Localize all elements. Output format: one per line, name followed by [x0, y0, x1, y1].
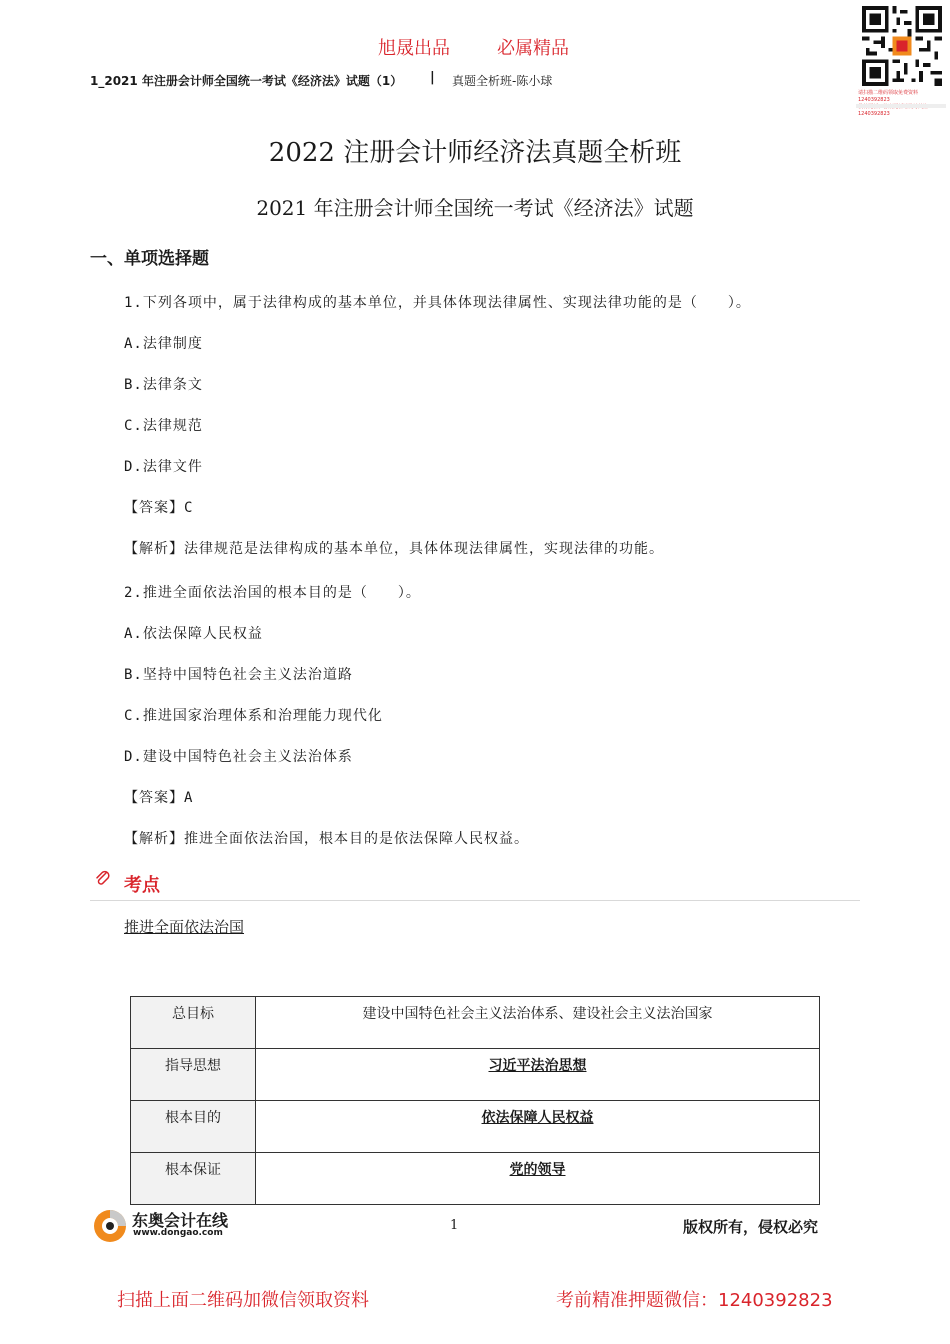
logo-url[interactable]: www.dongao.com	[133, 1228, 223, 1238]
q2-analysis: 【解析】推进全面依法治国，根本目的是依法保障人民权益。	[124, 831, 529, 847]
q1-answer: 【答案】C	[124, 500, 194, 516]
logo-name: 东奥会计在线	[132, 1211, 229, 1230]
q1-option-a: A.法律制度	[124, 336, 203, 352]
page-number: 1	[450, 1218, 459, 1233]
header-course: 真题全析班-陈小球	[452, 74, 553, 88]
summary-table	[130, 996, 820, 1205]
q1-stem: 1.下列各项中，属于法律构成的基本单位，并具体体现法律属性、实现法律功能的是（ ）。	[124, 295, 751, 311]
promo-left: 扫描上面二维码加微信领取资料	[117, 1290, 369, 1311]
qr-code-icon[interactable]	[862, 6, 942, 86]
table-value: 建设中国特色社会主义法治体系、建设社会主义法治国家	[256, 997, 820, 1049]
q2-answer: 【答案】A	[124, 790, 194, 806]
kaodian-label: 考点	[124, 875, 160, 896]
page-title: 2022 注册会计师经济法真题全析班	[268, 138, 682, 168]
paperclip-icon	[94, 870, 112, 888]
copyright-notice: 版权所有，侵权必究	[683, 1218, 819, 1236]
header-doc-title: 1_2021 年注册会计师全国统一考试《经济法》试题（1）	[90, 74, 403, 88]
q1-analysis: 【解析】法律规范是法律构成的基本单位，具体体现法律属性，实现法律的功能。	[124, 541, 664, 557]
q2-option-a: A.依法保障人民权益	[124, 626, 263, 642]
promo-right: 考前精准押题微信：1240392823	[556, 1290, 833, 1311]
q2-option-d: D.建设中国特色社会主义法治体系	[124, 749, 353, 765]
header-separator: |	[430, 70, 435, 85]
q1-option-c: C.法律规范	[124, 418, 203, 434]
qr-note-line2: 1240392823	[858, 111, 890, 117]
table-key: 根本目的	[131, 1101, 256, 1153]
table-value: 依法保障人民权益	[256, 1101, 820, 1153]
section-heading: 一、单项选择题	[90, 249, 209, 269]
brand-slogan-left: 旭晟出品	[378, 38, 450, 59]
table-key: 根本保证	[131, 1153, 256, 1205]
q1-option-d: D.法律文件	[124, 459, 203, 475]
q2-option-b: B.坚持中国特色社会主义法治道路	[124, 667, 353, 683]
page-subtitle: 2021 年注册会计师全国统一考试《经济法》试题	[256, 196, 694, 220]
table-row	[131, 1101, 820, 1153]
table-row	[131, 1153, 820, 1205]
q2-stem: 2.推进全面依法治国的根本目的是（ ）。	[124, 585, 421, 601]
table-key: 总目标	[131, 997, 256, 1049]
dongao-logo-icon	[92, 1208, 128, 1244]
table-value: 党的领导	[256, 1153, 820, 1205]
table-key: 指导思想	[131, 1049, 256, 1101]
q2-option-c: C.推进国家治理体系和治理能力现代化	[124, 708, 383, 724]
table-value: 习近平法治思想	[256, 1049, 820, 1101]
table-row	[131, 1049, 820, 1101]
qr-divider	[856, 104, 946, 108]
kaodian-topic: 推进全面依法治国	[124, 918, 245, 936]
brand-slogan-right: 必属精品	[497, 38, 569, 59]
q1-option-b: B.法律条文	[124, 377, 203, 393]
kaodian-divider	[90, 900, 860, 901]
table-row	[131, 997, 820, 1049]
qr-note-line1: 请扫描二维码领取免费资料 1240392823	[858, 90, 919, 103]
